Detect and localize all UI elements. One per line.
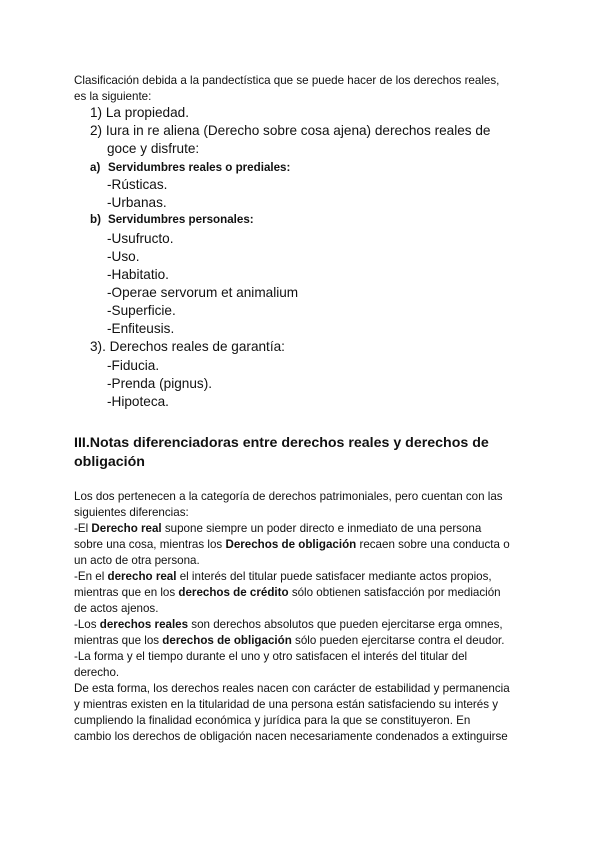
body-paragraph-6-line-1: De esta forma, los derechos reales nacen con carácter de estabilidad y permanencia [74, 682, 510, 695]
sublist-b-item: -Enfiteusis. [107, 321, 175, 336]
text-run: son derechos absolutos que pueden ejercitarse erga omnes, [188, 618, 503, 631]
text-run: supone siempre un poder directo e inmediato de una persona [161, 522, 482, 535]
list-item-3-subitem: -Fiducia. [107, 358, 160, 373]
text-run: sólo pueden ejercitarse contra el deudor. [291, 634, 505, 647]
sublist-a-title: Servidumbres reales o prediales: [108, 161, 291, 174]
list-item-2-line-2: goce y disfrute: [107, 141, 200, 156]
bold-term: Derechos de obligación [225, 538, 357, 551]
text-run: mientras que los [74, 634, 163, 647]
sublist-b-item: -Operae servorum et animalium [107, 285, 299, 300]
body-paragraph-1-line-1: Los dos pertenecen a la categoría de derechos patrimoniales, pero cuentan con las [74, 490, 503, 503]
list-item-1: 1) La propiedad. [90, 105, 190, 120]
text-run: sólo obtienen satisfacción por mediación [288, 586, 501, 599]
sublist-a-heading [90, 161, 290, 174]
sublist-b-label: b) [90, 213, 101, 226]
body-paragraph-3-line-2 [74, 585, 544, 602]
text-run: el interés del titular puede satisfacer mediante actos propios, [176, 570, 492, 583]
intro-line-1: Clasificación debida a la pandectística que se puede hacer de los derechos reales, [74, 74, 500, 87]
body-paragraph-2-line-2 [74, 537, 544, 554]
body-paragraph-3-line-1 [74, 569, 544, 586]
bold-term: Derecho real [91, 522, 162, 535]
bold-term: derechos reales [99, 618, 189, 631]
list-item-2-line-1: 2) Iura in re aliena (Derecho sobre cosa ajena) derechos reales de [90, 123, 491, 138]
bold-term: derechos de crédito [178, 586, 289, 599]
body-paragraph-1-line-2: siguientes diferencias: [74, 506, 189, 519]
text-run: -Los [74, 618, 100, 631]
text-run: mientras que en los [74, 586, 179, 599]
body-paragraph-4-line-2 [74, 633, 544, 650]
bold-term: derecho real [107, 570, 177, 583]
body-paragraph-2-line-3: un acto de otra persona. [74, 554, 200, 567]
sublist-b-item: -Superficie. [107, 303, 176, 318]
body-paragraph-6-line-3: cumpliendo la finalidad económica y jurídica para la que se constituyeron. En [74, 714, 471, 727]
body-paragraph-2-line-1 [74, 521, 544, 538]
sublist-b-item: -Uso. [107, 249, 140, 264]
sublist-b-item: -Habitatio. [107, 267, 169, 282]
sublist-b-heading [90, 213, 254, 226]
text-run: -En el [74, 570, 108, 583]
sublist-b-title: Servidumbres personales: [108, 213, 254, 226]
sublist-a-item: -Urbanas. [107, 195, 167, 210]
sublist-b-item: -Usufructo. [107, 231, 174, 246]
bold-term: derechos de obligación [162, 634, 292, 647]
body-paragraph-3-line-3: de actos ajenos. [74, 602, 159, 615]
list-item-3-subitem: -Prenda (pignus). [107, 376, 213, 391]
section-heading-line-1: III.Notas diferenciadoras entre derechos reales y derechos de [74, 435, 489, 451]
list-item-3-subitem: -Hipoteca. [107, 394, 169, 409]
section-heading-line-2: obligación [74, 454, 145, 470]
body-paragraph-6-line-2: y mientras existen en la titularidad de una persona están satisfaciendo su interés y [74, 698, 499, 711]
body-paragraph-4-line-1 [74, 617, 544, 634]
sublist-a-item: -Rústicas. [107, 177, 168, 192]
body-paragraph-5-line-1: -La forma y el tiempo durante el uno y otro satisfacen el interés del titular del [74, 650, 468, 663]
list-item-3: 3). Derechos reales de garantía: [90, 339, 285, 354]
intro-line-2: es la siguiente: [74, 90, 152, 103]
sublist-a-label: a) [90, 161, 101, 174]
body-paragraph-6-line-4: cambio los derechos de obligación nacen necesariamente condenados a extinguirse [74, 730, 508, 743]
text-run: sobre una cosa, mientras los [74, 538, 226, 551]
body-paragraph-5-line-2: derecho. [74, 666, 120, 679]
text-run: recaen sobre una conducta o [356, 538, 510, 551]
text-run: -El [74, 522, 92, 535]
